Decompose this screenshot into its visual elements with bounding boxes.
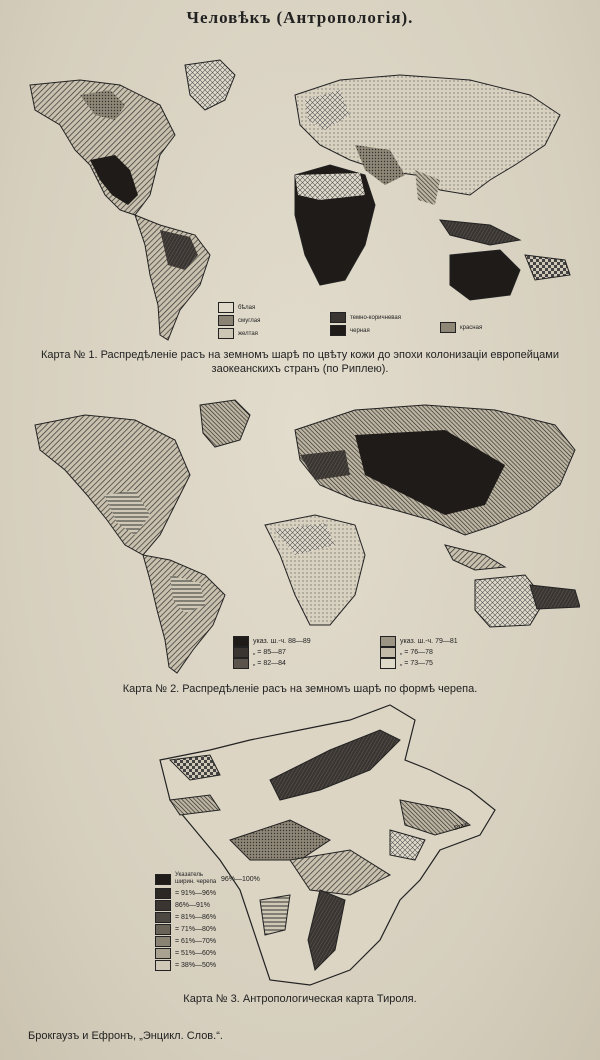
legend-item: черная	[330, 325, 370, 336]
map-3-caption: Карта № 3. Антропологическая карта Тироля.	[183, 993, 417, 1005]
legend-item: = 51%—60%	[155, 948, 216, 959]
publisher-footer: Брокгаузъ и Ефронъ, „Энцикл. Слов.“.	[28, 1030, 223, 1042]
legend-item: бѣлая	[218, 302, 255, 313]
legend-item: 86%—91%	[155, 900, 210, 911]
legend-item: указ. ш.-ч. 88—89	[233, 636, 311, 647]
legend-item: „ = 82—84	[233, 658, 286, 669]
dravi-label: Dravi	[453, 821, 469, 832]
new-guinea	[525, 255, 570, 280]
new-guinea	[530, 585, 580, 609]
legend-item: = 81%—86%	[155, 912, 216, 923]
greenland	[200, 400, 250, 447]
legend-item: „ = 85—87	[233, 647, 286, 658]
page-title: Человѣкъ (Антропологія).	[186, 8, 414, 27]
map-2-caption: Карта № 2. Распредѣленіе расъ на земномъ шарѣ по формѣ черепа.	[122, 683, 478, 695]
legend-item: темно-коричневая	[330, 312, 401, 323]
legend-item: „ = 76—78	[380, 647, 433, 658]
south-america	[143, 555, 225, 673]
legend-item: = 38%—50%	[155, 960, 216, 971]
legend-item: = 71%—80%	[155, 924, 216, 935]
map-2-skull-shape	[25, 395, 580, 675]
valley	[260, 895, 290, 935]
legend-item: смуглая	[218, 315, 260, 326]
legend-header: Указатель ширин. черепа 96%—100%	[155, 872, 260, 886]
map-1-caption: Карта № 1. Распредѣленіе расъ на земномъ шарѣ по цвѣту кожи до эпохи колонизаціи европейцами заокеанскихъ странъ (по Риплею).	[41, 349, 559, 375]
map-1-skin-color	[20, 55, 580, 345]
legend-item: „ = 73—75	[380, 658, 433, 669]
indonesia	[440, 220, 520, 245]
legend-item: указ. ш.-ч. 79—81	[380, 636, 458, 647]
legend-item: желтая	[218, 328, 258, 339]
legend-item: красная	[440, 322, 482, 333]
australia	[450, 250, 520, 300]
legend-item: = 91%—96%	[155, 888, 216, 899]
greenland	[185, 60, 235, 110]
north-america	[35, 415, 190, 555]
indonesia	[445, 545, 505, 570]
legend-item: = 61%—70%	[155, 936, 216, 947]
